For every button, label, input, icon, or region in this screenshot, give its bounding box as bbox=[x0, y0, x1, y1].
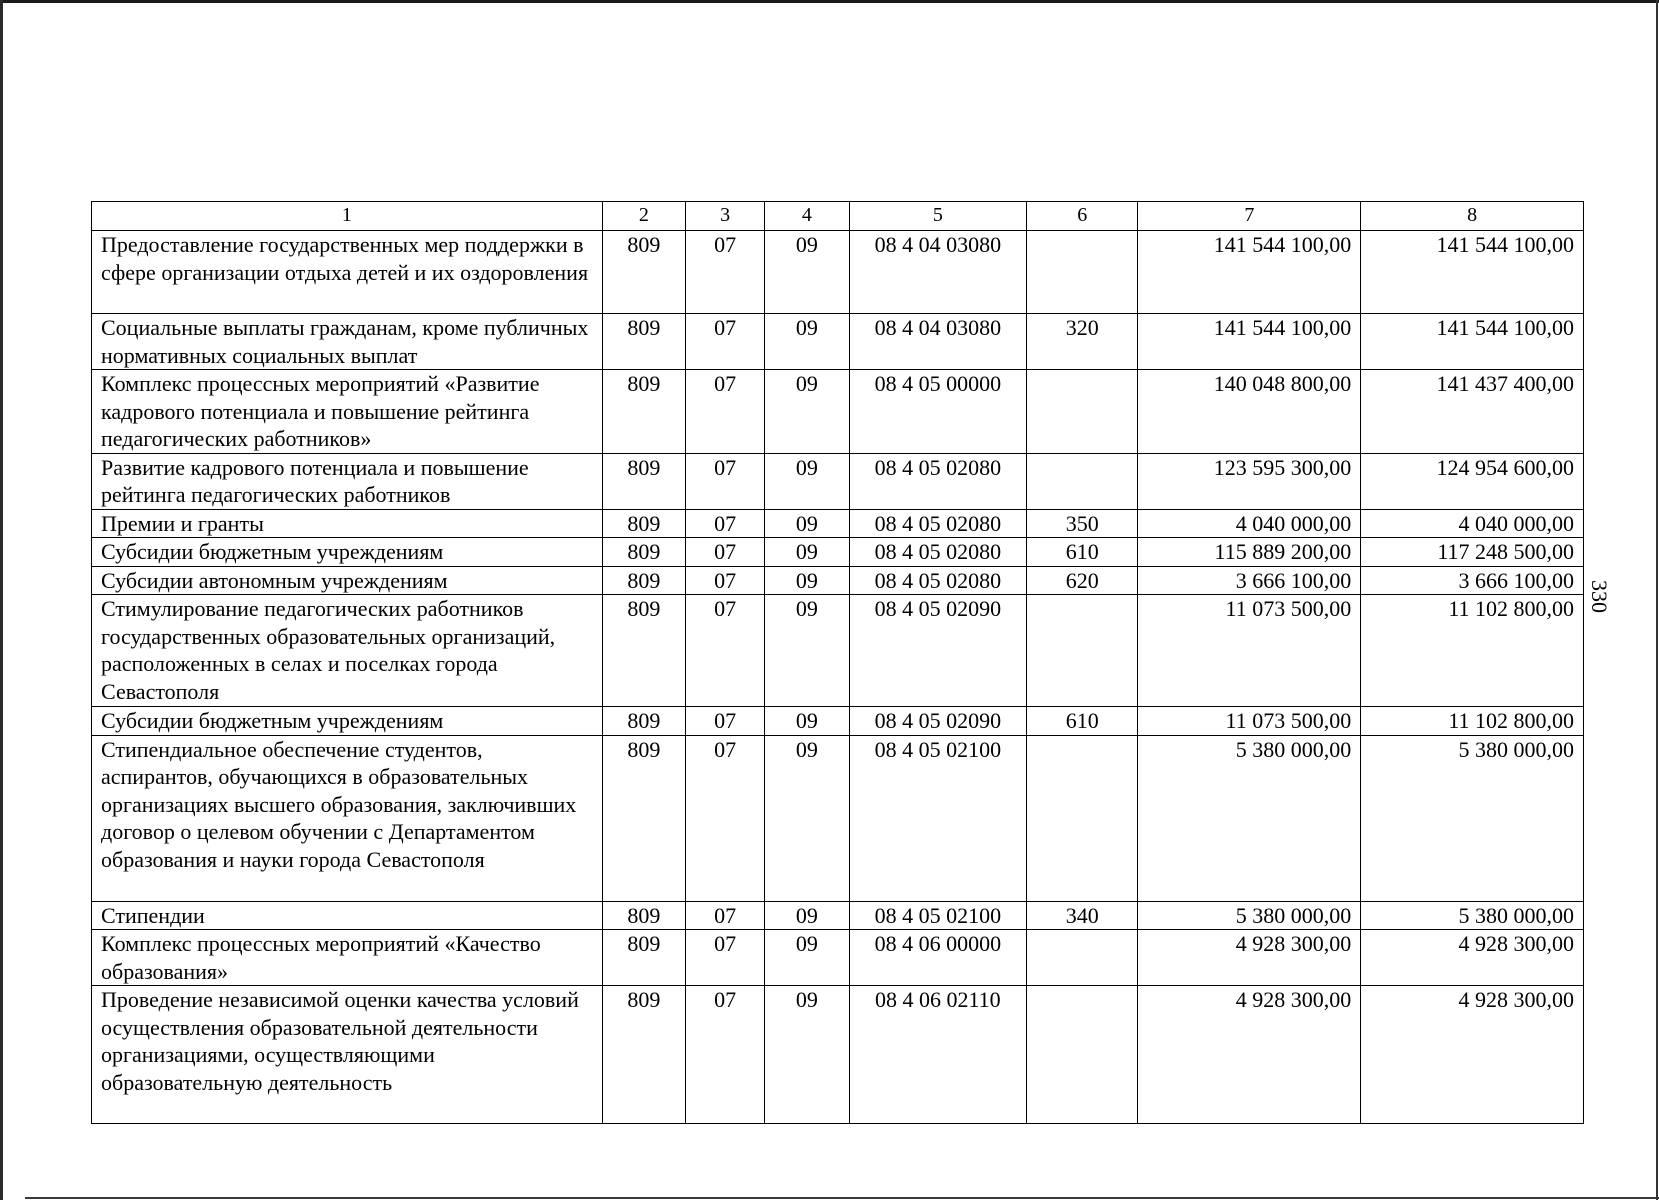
row-amount-col8: 124 954 600,00 bbox=[1361, 453, 1584, 509]
row-subsection-code: 09 bbox=[765, 986, 849, 1124]
row-amount-col8: 4 928 300,00 bbox=[1361, 986, 1584, 1124]
row-section-code: 07 bbox=[685, 314, 764, 370]
row-section-code: 07 bbox=[685, 707, 764, 736]
row-target-article: 08 4 06 02110 bbox=[849, 986, 1027, 1124]
row-target-article: 08 4 05 02080 bbox=[849, 509, 1027, 538]
row-name: Предоставление государственных мер поддержки в сфере организации отдыха детей и их оздоровления bbox=[92, 231, 603, 314]
scan-edge-top bbox=[0, 0, 1659, 3]
row-amount-col8: 117 248 500,00 bbox=[1361, 538, 1584, 567]
row-section-code: 07 bbox=[685, 509, 764, 538]
table-row bbox=[92, 566, 1584, 595]
row-expense-type bbox=[1027, 735, 1138, 901]
row-ministry-code: 809 bbox=[602, 231, 685, 314]
row-name: Проведение независимой оценки качества условий осуществления образовательной деятельности организациями, осуществляющими образовательную деятельность bbox=[92, 986, 603, 1124]
scan-edge-left bbox=[0, 0, 3, 1200]
row-expense-type bbox=[1027, 930, 1138, 986]
row-ministry-code: 809 bbox=[602, 901, 685, 930]
row-name: Стимулирование педагогических работников государственных образовательных организаций, расположенных в селах и поселках города Севастополя bbox=[92, 595, 603, 707]
row-amount-col7: 140 048 800,00 bbox=[1138, 370, 1361, 454]
row-expense-type: 610 bbox=[1027, 538, 1138, 567]
row-target-article: 08 4 05 02090 bbox=[849, 595, 1027, 707]
row-ministry-code: 809 bbox=[602, 930, 685, 986]
row-ministry-code: 809 bbox=[602, 370, 685, 454]
row-name: Развитие кадрового потенциала и повышение рейтинга педагогических работников bbox=[92, 453, 603, 509]
row-subsection-code: 09 bbox=[765, 453, 849, 509]
table-header bbox=[92, 202, 1584, 231]
table-row bbox=[92, 538, 1584, 567]
row-subsection-code: 09 bbox=[765, 901, 849, 930]
scan-edge-right bbox=[1656, 0, 1658, 1200]
row-expense-type bbox=[1027, 231, 1138, 314]
table-row bbox=[92, 370, 1584, 454]
row-amount-col8: 141 544 100,00 bbox=[1361, 314, 1584, 370]
row-section-code: 07 bbox=[685, 538, 764, 567]
row-subsection-code: 09 bbox=[765, 509, 849, 538]
row-expense-type: 340 bbox=[1027, 901, 1138, 930]
row-amount-col7: 5 380 000,00 bbox=[1138, 735, 1361, 901]
row-expense-type: 350 bbox=[1027, 509, 1138, 538]
header-row bbox=[92, 202, 1584, 231]
row-target-article: 08 4 05 02100 bbox=[849, 735, 1027, 901]
table-row bbox=[92, 930, 1584, 986]
table-body bbox=[92, 231, 1584, 1124]
row-ministry-code: 809 bbox=[602, 735, 685, 901]
row-target-article: 08 4 04 03080 bbox=[849, 231, 1027, 314]
row-subsection-code: 09 bbox=[765, 370, 849, 454]
row-expense-type bbox=[1027, 986, 1138, 1124]
row-amount-col7: 4 928 300,00 bbox=[1138, 986, 1361, 1124]
row-amount-col7: 4 928 300,00 bbox=[1138, 930, 1361, 986]
row-amount-col8: 141 544 100,00 bbox=[1361, 231, 1584, 314]
row-target-article: 08 4 05 00000 bbox=[849, 370, 1027, 454]
row-section-code: 07 bbox=[685, 986, 764, 1124]
row-amount-col8: 5 380 000,00 bbox=[1361, 735, 1584, 901]
row-ministry-code: 809 bbox=[602, 986, 685, 1124]
row-expense-type: 610 bbox=[1027, 707, 1138, 736]
page-number: 330 bbox=[1587, 580, 1612, 613]
table-row bbox=[92, 595, 1584, 707]
header-cell-4: 4 bbox=[765, 202, 849, 231]
header-cell-2: 2 bbox=[602, 202, 685, 231]
row-ministry-code: 809 bbox=[602, 314, 685, 370]
row-section-code: 07 bbox=[685, 735, 764, 901]
row-amount-col7: 11 073 500,00 bbox=[1138, 707, 1361, 736]
row-section-code: 07 bbox=[685, 231, 764, 314]
row-amount-col7: 141 544 100,00 bbox=[1138, 314, 1361, 370]
row-target-article: 08 4 05 02080 bbox=[849, 538, 1027, 567]
row-amount-col8: 5 380 000,00 bbox=[1361, 901, 1584, 930]
row-name: Стипендиальное обеспечение студентов, аспирантов, обучающихся в образовательных организациях высшего образования, заключивших договор о целевом обучении с Департаментом образования и науки города Севастополя bbox=[92, 735, 603, 901]
header-cell-6: 6 bbox=[1027, 202, 1138, 231]
row-subsection-code: 09 bbox=[765, 930, 849, 986]
row-section-code: 07 bbox=[685, 930, 764, 986]
row-ministry-code: 809 bbox=[602, 453, 685, 509]
row-expense-type bbox=[1027, 370, 1138, 454]
row-ministry-code: 809 bbox=[602, 509, 685, 538]
row-ministry-code: 809 bbox=[602, 566, 685, 595]
row-amount-col7: 5 380 000,00 bbox=[1138, 901, 1361, 930]
row-target-article: 08 4 05 02080 bbox=[849, 453, 1027, 509]
table-row bbox=[92, 453, 1584, 509]
row-name: Субсидии автономным учреждениям bbox=[92, 566, 603, 595]
row-amount-col8: 4 040 000,00 bbox=[1361, 509, 1584, 538]
table-row bbox=[92, 231, 1584, 314]
row-section-code: 07 bbox=[685, 370, 764, 454]
row-ministry-code: 809 bbox=[602, 707, 685, 736]
row-subsection-code: 09 bbox=[765, 314, 849, 370]
row-amount-col8: 141 437 400,00 bbox=[1361, 370, 1584, 454]
row-expense-type bbox=[1027, 453, 1138, 509]
table-row bbox=[92, 735, 1584, 901]
row-target-article: 08 4 06 00000 bbox=[849, 930, 1027, 986]
row-expense-type: 320 bbox=[1027, 314, 1138, 370]
row-name: Комплекс процессных мероприятий «Качество образования» bbox=[92, 930, 603, 986]
row-target-article: 08 4 05 02100 bbox=[849, 901, 1027, 930]
row-section-code: 07 bbox=[685, 595, 764, 707]
table-row bbox=[92, 707, 1584, 736]
scan-edge-bottom bbox=[25, 1197, 1659, 1199]
row-section-code: 07 bbox=[685, 901, 764, 930]
budget-table bbox=[91, 201, 1584, 1124]
row-name: Субсидии бюджетным учреждениям bbox=[92, 538, 603, 567]
row-amount-col8: 11 102 800,00 bbox=[1361, 595, 1584, 707]
row-amount-col7: 123 595 300,00 bbox=[1138, 453, 1361, 509]
header-cell-3: 3 bbox=[685, 202, 764, 231]
row-name: Стипендии bbox=[92, 901, 603, 930]
row-amount-col7: 115 889 200,00 bbox=[1138, 538, 1361, 567]
row-ministry-code: 809 bbox=[602, 538, 685, 567]
row-amount-col7: 4 040 000,00 bbox=[1138, 509, 1361, 538]
row-target-article: 08 4 05 02080 bbox=[849, 566, 1027, 595]
row-name: Комплекс процессных мероприятий «Развитие кадрового потенциала и повышение рейтинга педагогических работников» bbox=[92, 370, 603, 454]
row-section-code: 07 bbox=[685, 566, 764, 595]
row-amount-col8: 4 928 300,00 bbox=[1361, 930, 1584, 986]
row-subsection-code: 09 bbox=[765, 231, 849, 314]
row-amount-col8: 3 666 100,00 bbox=[1361, 566, 1584, 595]
row-ministry-code: 809 bbox=[602, 595, 685, 707]
row-subsection-code: 09 bbox=[765, 707, 849, 736]
row-subsection-code: 09 bbox=[765, 538, 849, 567]
row-expense-type: 620 bbox=[1027, 566, 1138, 595]
table-row bbox=[92, 314, 1584, 370]
table-row bbox=[92, 986, 1584, 1124]
row-name: Субсидии бюджетным учреждениям bbox=[92, 707, 603, 736]
row-subsection-code: 09 bbox=[765, 595, 849, 707]
row-subsection-code: 09 bbox=[765, 735, 849, 901]
table-row bbox=[92, 901, 1584, 930]
header-cell-7: 7 bbox=[1138, 202, 1361, 231]
row-name: Социальные выплаты гражданам, кроме публичных нормативных социальных выплат bbox=[92, 314, 603, 370]
table-row bbox=[92, 509, 1584, 538]
row-amount-col7: 141 544 100,00 bbox=[1138, 231, 1361, 314]
header-cell-8: 8 bbox=[1361, 202, 1584, 231]
row-amount-col7: 3 666 100,00 bbox=[1138, 566, 1361, 595]
row-amount-col7: 11 073 500,00 bbox=[1138, 595, 1361, 707]
row-name: Премии и гранты bbox=[92, 509, 603, 538]
row-subsection-code: 09 bbox=[765, 566, 849, 595]
row-target-article: 08 4 04 03080 bbox=[849, 314, 1027, 370]
row-expense-type bbox=[1027, 595, 1138, 707]
row-section-code: 07 bbox=[685, 453, 764, 509]
header-cell-1: 1 bbox=[92, 202, 603, 231]
header-cell-5: 5 bbox=[849, 202, 1027, 231]
row-amount-col8: 11 102 800,00 bbox=[1361, 707, 1584, 736]
row-target-article: 08 4 05 02090 bbox=[849, 707, 1027, 736]
